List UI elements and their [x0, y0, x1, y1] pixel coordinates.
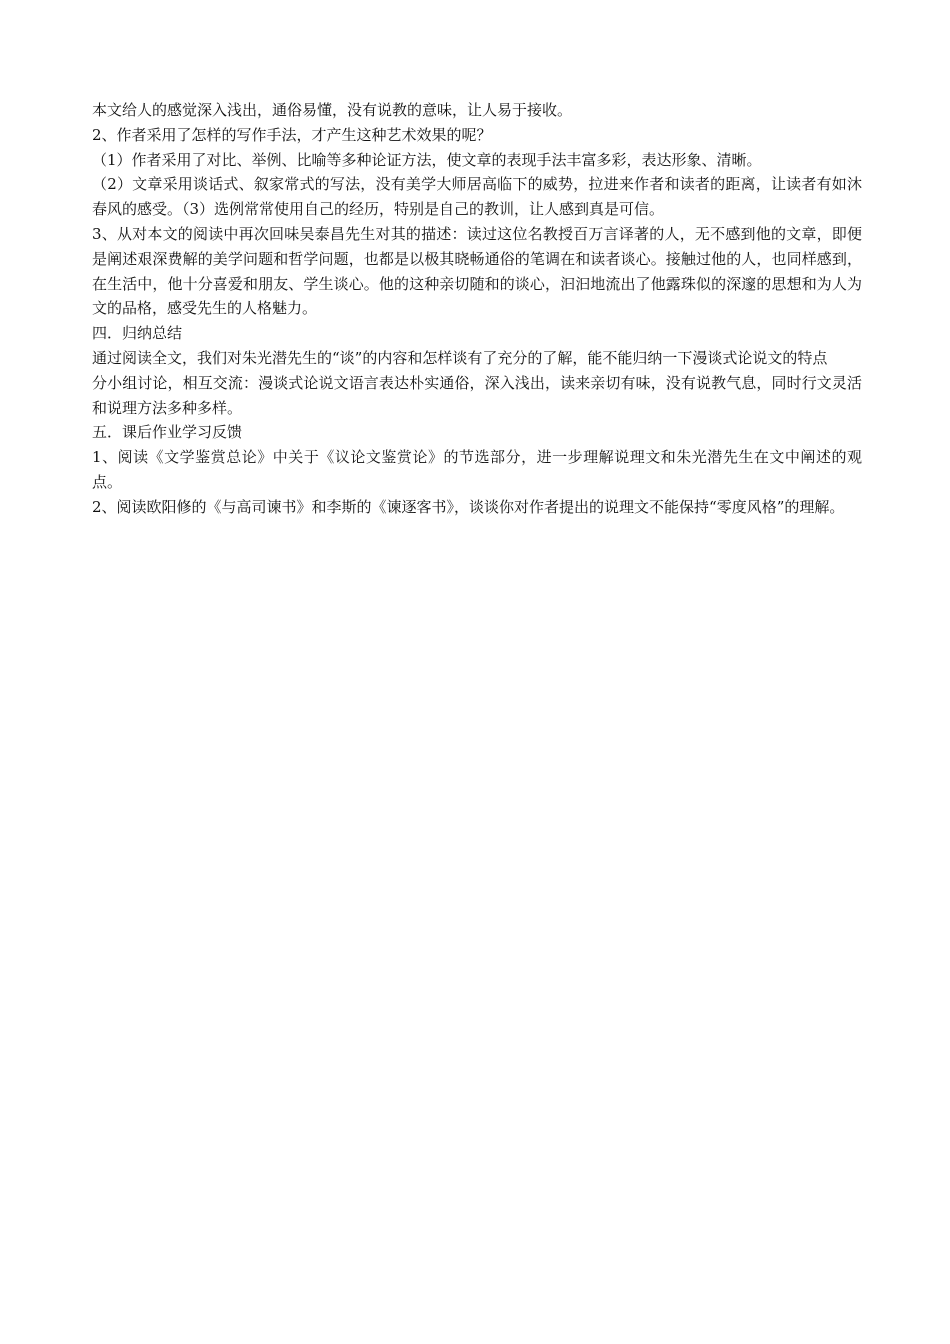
paragraph-summary: 本文给人的感觉深入浅出，通俗易懂，没有说教的意味，让人易于接收。: [92, 101, 573, 119]
section-5-heading: 五．课后作业学习反馈: [92, 423, 243, 442]
homework-item-2: 2、阅读欧阳修的《与高司谏书》和李斯的《谏逐客书》，谈谈你对作者提出的说理文不能保持“零度风格”的理解。: [92, 497, 845, 516]
question-3-paragraph: 3、从对本文的阅读中再次回味吴泰昌先生对其的描述：读过这位名教授百万言译著的人，无不感到他的文章，即便是阐述艰深费解的美学问题和哲学问题，也都是以极其晓畅通俗的笔调在和读者谈心。接触过他的人，也同样感到，在生活中，他十分喜爱和朋友、学生谈心。他的这种亲切随和的谈心，汩汩地流出了他露珠似的深邃的思想和为人为文的品格，感受先生的人格魅力。: [92, 224, 862, 318]
answer-2-point-1: （1）作者采用了对比、举例、比喻等多种论证方法，使文章的表现手法丰富多彩，表达形象、清晰。: [92, 150, 762, 169]
question-2-heading: 2、作者采用了怎样的写作手法，才产生这种艺术效果的呢？: [92, 125, 492, 144]
section-4-discussion: 分小组讨论，相互交流：漫谈式论说文语言表达朴实通俗，深入浅出，读来亲切有味，没有说教气息，同时行文灵活和说理方法多种多样。: [92, 373, 862, 417]
section-4-prompt: 通过阅读全文，我们对朱光潜先生的“谈”的内容和怎样谈有了充分的了解，能不能归纳一下漫谈式论说文的特点: [92, 348, 828, 367]
document-body: [92, 98, 862, 520]
answer-2-point-2-3: （2）文章采用谈话式、叙家常式的写法，没有美学大师居高临下的威势，拉进来作者和读者的距离，让读者有如沐春风的感受。（3）选例常常使用自己的经历，特别是自己的教训，让人感到真是可信。: [92, 175, 862, 219]
homework-item-1: 1、阅读《文学鉴赏总论》中关于《议论文鉴赏论》的节选部分，进一步理解说理文和朱光潜先生在文中阐述的观点。: [92, 448, 862, 491]
section-4-heading: 四．归纳总结: [92, 324, 183, 343]
